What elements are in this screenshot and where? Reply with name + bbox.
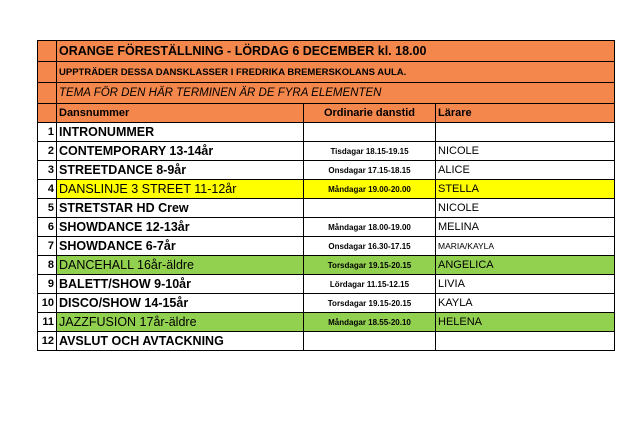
teacher-name: MARIA/KAYLA xyxy=(436,237,615,256)
theme-num-cell xyxy=(38,83,57,104)
dance-name: AVSLUT OCH AVTACKNING xyxy=(57,332,304,351)
row-number: 9 xyxy=(38,275,57,294)
row-number: 10 xyxy=(38,294,57,313)
teacher-name xyxy=(436,332,615,351)
dance-time: Onsdagar 16.30-17.15 xyxy=(304,237,436,256)
row-number: 12 xyxy=(38,332,57,351)
teacher-name: NICOLE xyxy=(436,199,615,218)
table-row xyxy=(38,142,615,161)
column-header-row xyxy=(38,104,615,123)
teacher-name: NICOLE xyxy=(436,142,615,161)
column-header-teacher: Lärare xyxy=(436,104,615,123)
dance-time: Måndagar 18.00-19.00 xyxy=(304,218,436,237)
dance-name: DANSLINJE 3 STREET 11-12år xyxy=(57,180,304,199)
dance-name: SHOWDANCE 12-13år xyxy=(57,218,304,237)
dance-name: DANCEHALL 16år-äldre xyxy=(57,256,304,275)
title-num-cell xyxy=(38,41,57,62)
dance-name: SHOWDANCE 6-7år xyxy=(57,237,304,256)
subtitle-row xyxy=(38,62,615,83)
dance-time: Måndagar 18.55-20.10 xyxy=(304,313,436,332)
row-number: 2 xyxy=(38,142,57,161)
dance-time: Lördagar 11.15-12.15 xyxy=(304,275,436,294)
column-header-dance: Dansnummer xyxy=(57,104,304,123)
dance-name: DISCO/SHOW 14-15år xyxy=(57,294,304,313)
table-row xyxy=(38,199,615,218)
dance-time xyxy=(304,199,436,218)
dance-time xyxy=(304,123,436,142)
table-row xyxy=(38,123,615,142)
teacher-name: STELLA xyxy=(436,180,615,199)
dance-name: INTRONUMMER xyxy=(57,123,304,142)
dance-name: STRETSTAR HD Crew xyxy=(57,199,304,218)
column-header-time: Ordinarie danstid xyxy=(304,104,436,123)
row-number: 11 xyxy=(38,313,57,332)
table-row xyxy=(38,218,615,237)
teacher-name: ALICE xyxy=(436,161,615,180)
table-row xyxy=(38,275,615,294)
schedule-table xyxy=(37,40,615,351)
dance-time: Torsdagar 19.15-20.15 xyxy=(304,256,436,275)
row-number: 5 xyxy=(38,199,57,218)
title-row xyxy=(38,41,615,62)
teacher-name: LIVIA xyxy=(436,275,615,294)
teacher-name xyxy=(436,123,615,142)
dance-name: STREETDANCE 8-9år xyxy=(57,161,304,180)
row-number: 8 xyxy=(38,256,57,275)
row-number: 3 xyxy=(38,161,57,180)
show-title: ORANGE FÖRESTÄLLNING - LÖRDAG 6 DECEMBER kl. 18.00 xyxy=(57,41,615,62)
dance-name: JAZZFUSION 17år-äldre xyxy=(57,313,304,332)
teacher-name: KAYLA xyxy=(436,294,615,313)
table-row xyxy=(38,161,615,180)
subtitle-num-cell xyxy=(38,62,57,83)
table-row xyxy=(38,256,615,275)
column-header-num xyxy=(38,104,57,123)
show-subtitle: UPPTRÄDER DESSA DANSKLASSER I FREDRIKA BREMERSKOLANS AULA. xyxy=(57,62,615,83)
dance-time: Onsdagar 17.15-18.15 xyxy=(304,161,436,180)
row-number: 1 xyxy=(38,123,57,142)
table-row xyxy=(38,237,615,256)
schedule-rows xyxy=(38,123,615,351)
teacher-name: HELENA xyxy=(436,313,615,332)
show-theme: TEMA FÖR DEN HÄR TERMINEN ÄR DE FYRA ELEMENTEN xyxy=(57,83,615,104)
row-number: 4 xyxy=(38,180,57,199)
teacher-name: MELINA xyxy=(436,218,615,237)
dance-time: Måndagar 19.00-20.00 xyxy=(304,180,436,199)
dance-name: BALETT/SHOW 9-10år xyxy=(57,275,304,294)
row-number: 7 xyxy=(38,237,57,256)
teacher-name: ANGELICA xyxy=(436,256,615,275)
table-row xyxy=(38,294,615,313)
theme-row xyxy=(38,83,615,104)
row-number: 6 xyxy=(38,218,57,237)
dance-time: Tisdagar 18.15-19.15 xyxy=(304,142,436,161)
dance-name: CONTEMPORARY 13-14år xyxy=(57,142,304,161)
table-row xyxy=(38,180,615,199)
table-row xyxy=(38,313,615,332)
dance-time: Torsdagar 19.15-20.15 xyxy=(304,294,436,313)
table-row xyxy=(38,332,615,351)
dance-time xyxy=(304,332,436,351)
